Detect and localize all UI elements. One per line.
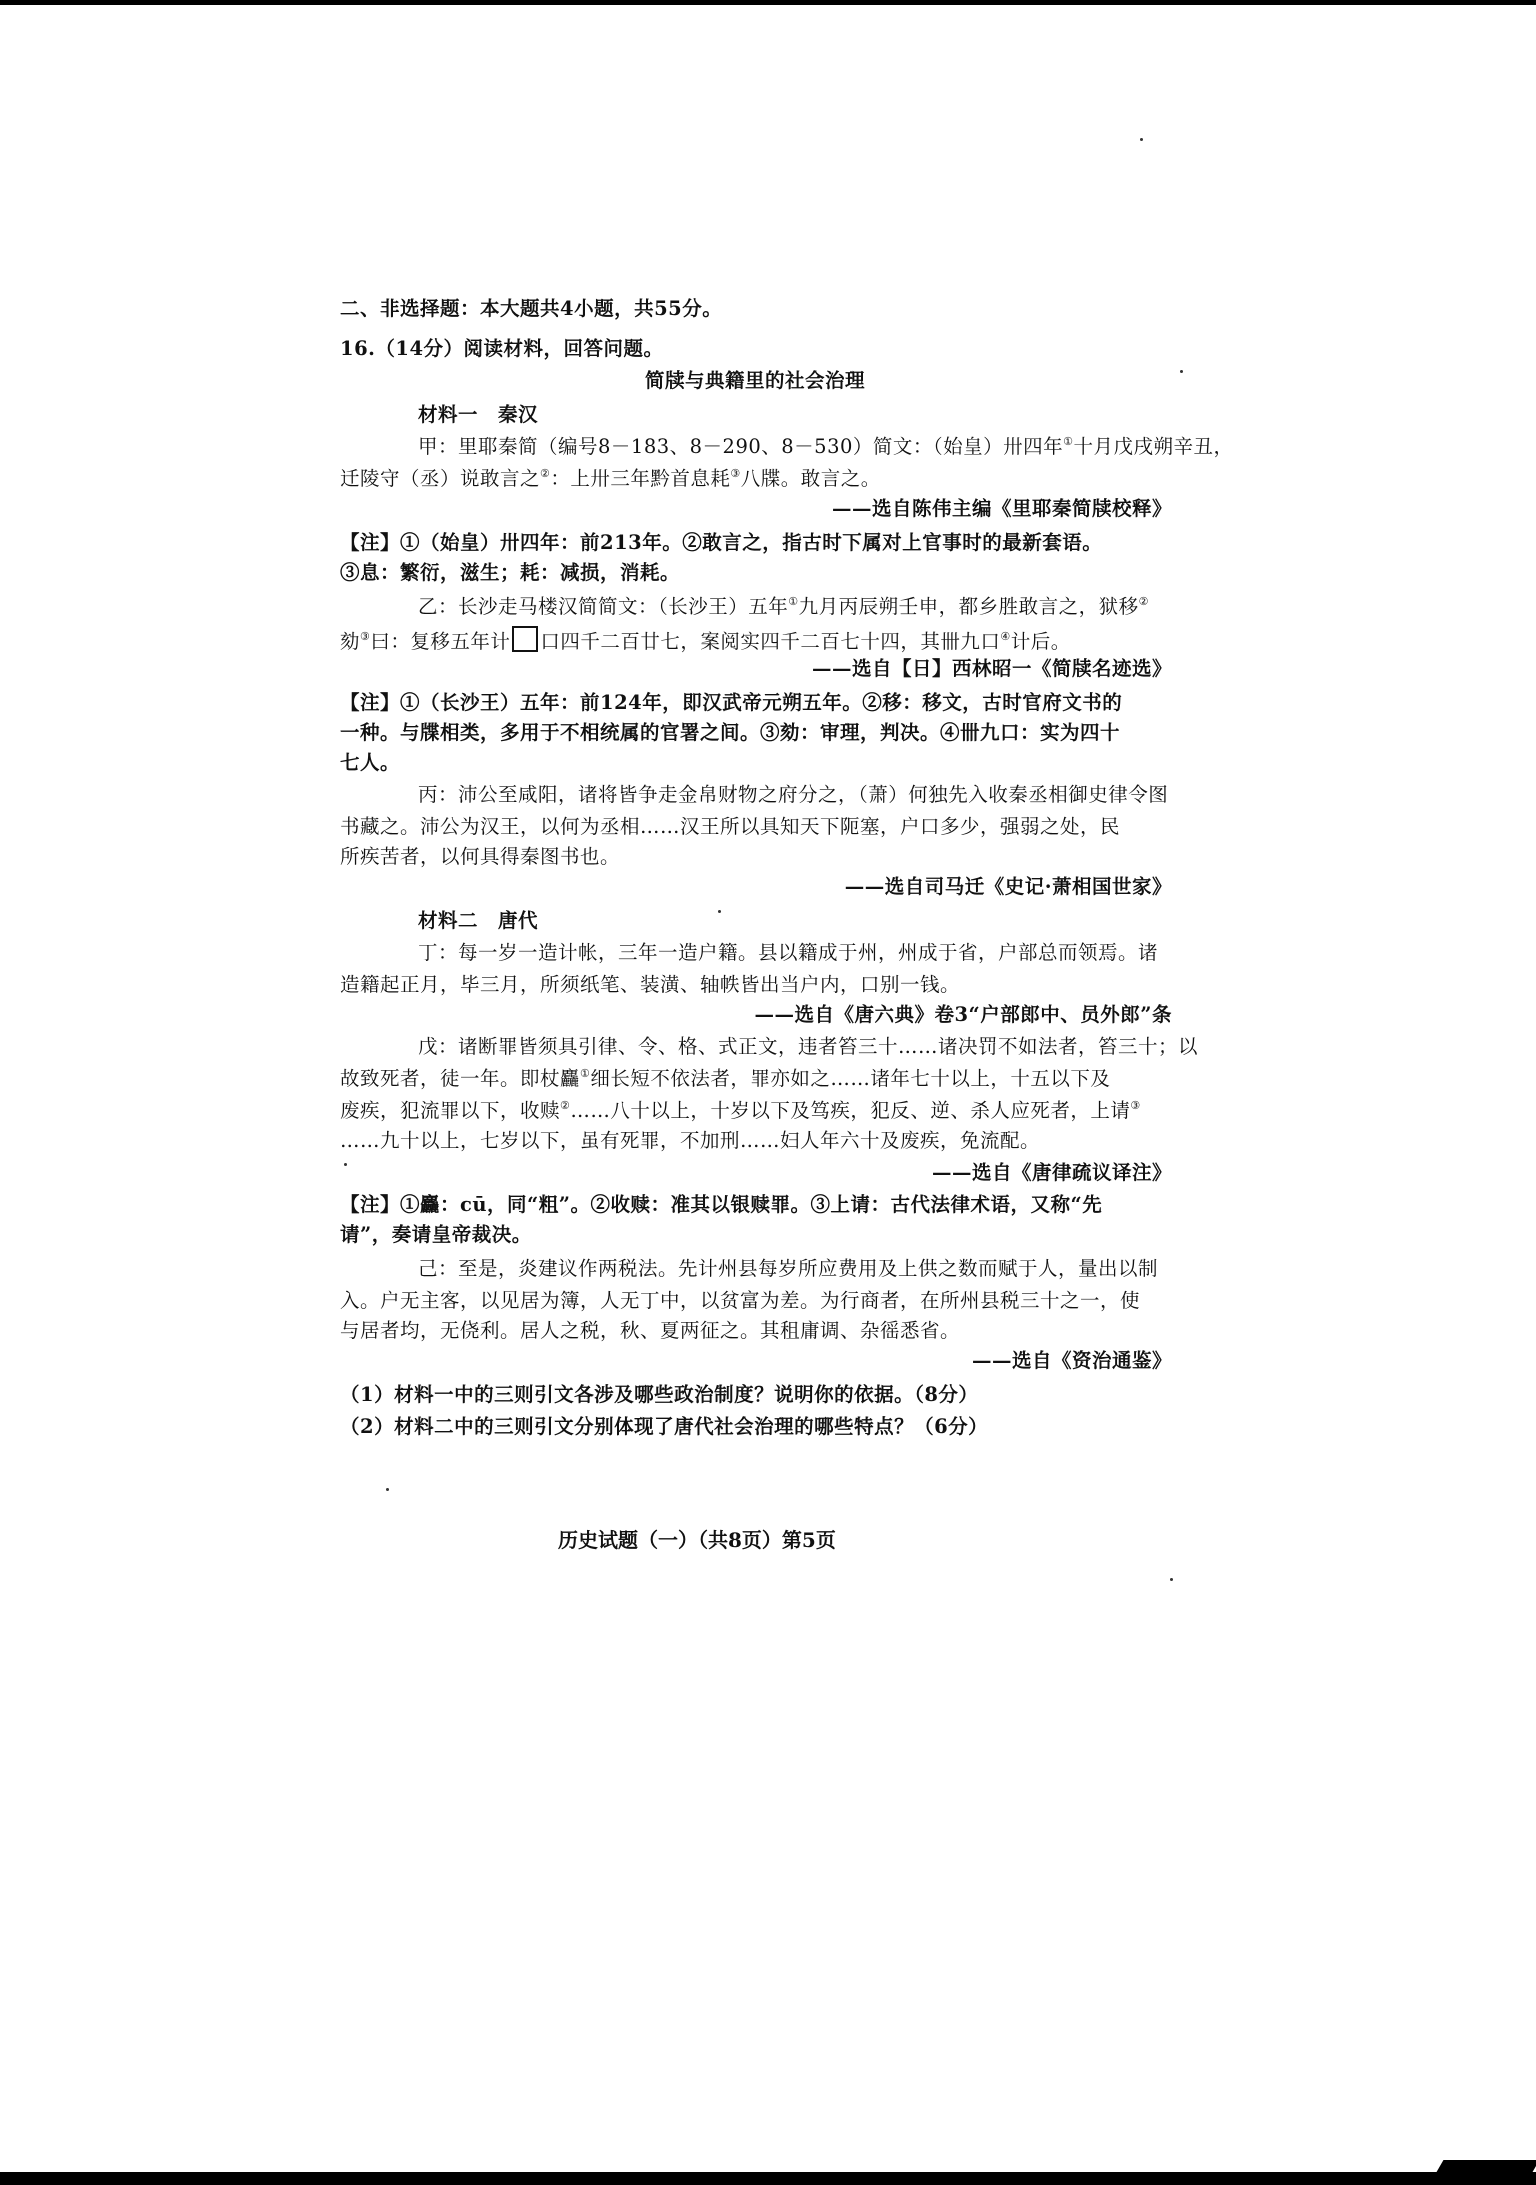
excerpt-bing-line: 书藏之。沛公为汉王，以何为丞相……汉王所以具知天下阨塞，户口多少，强弱之处，民 (340, 815, 1121, 838)
text-run: 计后。 (1010, 630, 1071, 653)
footnote-line: 七人。 (340, 751, 401, 774)
footnote-line: 【注】①（始皇）卅四年：前213年。②敢言之，指古时下属对上官事时的最新套语。 (340, 531, 1103, 554)
note-mark: ③ (730, 467, 741, 480)
missing-character-box (512, 626, 538, 652)
material-title: 简牍与典籍里的社会治理 (644, 369, 865, 392)
footnote-line: 一种。与牒相类，多用于不相统属的官署之间。③劾：审理，判决。④卌九口：实为四十 (340, 721, 1121, 744)
text-run: 劾 (340, 630, 361, 653)
scan-speck (1180, 370, 1183, 373)
scan-speck (1170, 1578, 1173, 1581)
excerpt-yi-line (340, 626, 1071, 655)
text-run: 八牒。敢言之。 (740, 467, 881, 490)
source-citation: ——选自陈伟主编《里耶秦简牍校释》 (831, 497, 1172, 520)
note-mark: ④ (1000, 630, 1011, 643)
text-run: ……八十以上，十岁以下及笃疾，犯反、逆、杀人应死者，上请 (570, 1099, 1131, 1122)
text-run: 曰：复移五年计 (370, 630, 511, 653)
scan-speck (1140, 138, 1143, 141)
sub-question-1: （1）材料一中的三则引文各涉及哪些政治制度？说明你的依据。（8分） (340, 1383, 979, 1406)
excerpt-bing-line: 所疾苦者，以何具得秦图书也。 (340, 845, 621, 868)
note-mark: ③ (1130, 1099, 1141, 1112)
note-mark: ③ (360, 630, 371, 643)
scan-bottom-edge-tail (1437, 2160, 1536, 2172)
excerpt-ding-line: 造籍起正月，毕三月，所须纸笔、装潢、轴帙皆出当户内，口别一钱。 (340, 973, 961, 996)
note-mark: ② (1138, 595, 1150, 608)
excerpt-jia-line (418, 434, 1234, 460)
footnote-line: 【注】①（长沙王）五年：前124年，即汉武帝元朔五年。②移：移文，古时官府文书的 (340, 691, 1123, 714)
excerpt-ji-line: 与居者均，无侥利。居人之税，秋、夏两征之。其租庸调、杂徭悉省。 (340, 1319, 961, 1342)
sub-question-2: （2）材料二中的三则引文分别体现了唐代社会治理的哪些特点？（6分） (340, 1415, 989, 1438)
excerpt-bing-line: 丙：沛公至咸阳，诸将皆争走金帛财物之府分之，（萧）何独先入收秦丞相御史律令图 (418, 783, 1169, 806)
note-mark: ② (560, 1099, 571, 1112)
text-run: 九月丙辰朔壬申，都乡胜敢言之，狱移 (798, 595, 1139, 618)
source-citation: ——选自【日】西林昭一《简牍名迹选》 (811, 657, 1172, 680)
note-mark: ① (580, 1067, 591, 1080)
excerpt-wu-line (340, 1066, 1110, 1092)
text-run: 甲：里耶秦简（编号8－183、8－290、8－530）简文：（始皇）卅四年 (418, 435, 1064, 458)
text-run: ：上卅三年黔首息耗 (550, 467, 731, 490)
footnote-line: ③息：繁衍，滋生；耗：减损，消耗。 (340, 561, 681, 584)
scan-speck (718, 910, 721, 913)
excerpt-ji-line: 入。户无主客，以见居为簿，人无丁中，以贫富为差。为行商者，在所州县税三十之一，使 (340, 1289, 1141, 1312)
scan-bottom-edge (0, 2172, 1536, 2185)
text-run: 十月戊戌朔辛丑， (1073, 435, 1234, 458)
text-run: 迁陵守（丞）说敢言之 (340, 467, 541, 490)
text-run: 乙：长沙走马楼汉简简文：（长沙王）五年 (418, 595, 789, 618)
excerpt-jia-line (340, 466, 881, 492)
note-mark: ② (540, 467, 551, 480)
page-footer: 历史试题（一）（共8页）第5页 (558, 1528, 836, 1552)
text-run: 废疾，犯流罪以下，收赎 (340, 1099, 561, 1122)
text-run: 细长短不依法者，罪亦如之……诸年七十以上，十五以下及 (590, 1067, 1111, 1090)
question-header: 16.（14分）阅读材料，回答问题。 (340, 337, 664, 360)
note-mark: ① (1063, 435, 1074, 448)
footnote-line: 请”，奏请皇帝裁决。 (340, 1223, 532, 1246)
material-one-heading: 材料一 秦汉 (418, 403, 539, 426)
source-citation: ——选自《唐律疏议译注》 (931, 1161, 1172, 1184)
excerpt-wu-line: ……九十以上，七岁以下，虽有死罪，不加刑……妇人年六十及废疾，免流配。 (340, 1129, 1041, 1152)
text-run: 口四千二百廿七，案阅实四千二百七十四，其卌九口 (540, 630, 1001, 653)
note-mark: ① (788, 595, 799, 608)
excerpt-yi-line (418, 594, 1149, 620)
source-citation: ——选自《资治通鉴》 (971, 1349, 1172, 1372)
section-heading: 二、非选择题：本大题共4小题，共55分。 (340, 297, 723, 320)
excerpt-ji-line: 己：至是，炎建议作两税法。先计州县每岁所应费用及上供之数而赋于人，量出以制 (418, 1257, 1159, 1280)
material-two-heading: 材料二 唐代 (418, 909, 539, 932)
scan-speck (344, 1163, 347, 1166)
excerpt-wu-line (340, 1098, 1141, 1124)
source-citation: ——选自司马迁《史记·萧相国世家》 (844, 875, 1172, 898)
text-run: 故致死者，徒一年。即杖麤 (340, 1067, 581, 1090)
scan-top-edge (0, 0, 1536, 5)
scan-speck (386, 1488, 389, 1491)
footnote-line: 【注】①麤：cū，同“粗”。②收赎：准其以银赎罪。③上请：古代法律术语，又称“先 (340, 1193, 1103, 1216)
excerpt-ding-line: 丁：每一岁一造计帐，三年一造户籍。县以籍成于州，州成于省，户部总而领焉。诸 (418, 941, 1159, 964)
source-citation: ——选自《唐六典》卷3“户部郎中、员外郎”条 (754, 1003, 1172, 1026)
excerpt-wu-line: 戊：诸断罪皆须具引律、令、格、式正文，违者笞三十……诸决罚不如法者，笞三十；以 (418, 1035, 1199, 1058)
